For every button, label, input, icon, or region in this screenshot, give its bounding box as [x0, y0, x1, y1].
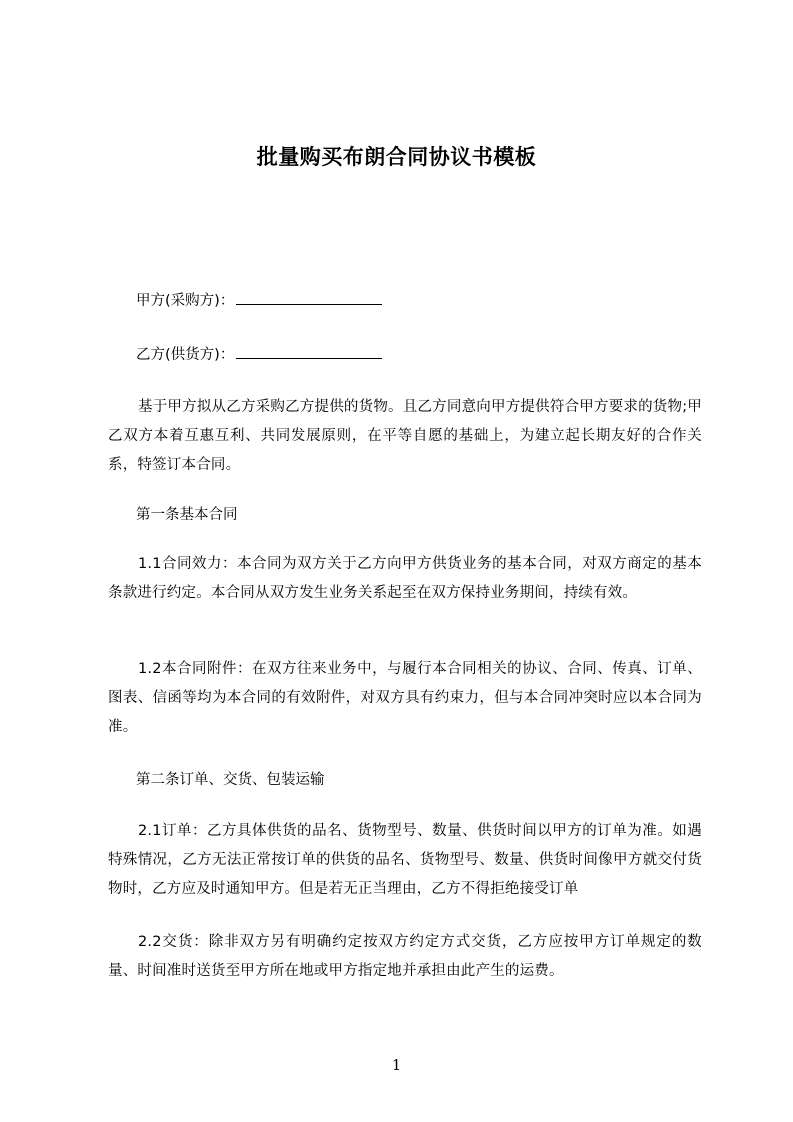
party-b-blank — [236, 344, 382, 359]
party-a-line — [136, 290, 382, 311]
clause-1-1: 1.1合同效力：本合同为双方关于乙方向甲方供货业务的基本合同，对双方商定的基本条款进行约定。本合同从双方发生业务关系起至在双方保持业务期间，持续有效。 — [108, 556, 702, 601]
intro-paragraph: 基于甲方拟从乙方采购乙方提供的货物。且乙方同意向甲方提供符合甲方要求的货物;甲乙双方本着互惠互利、共同发展原则，在平等自愿的基础上，为建立起长期友好的合作关系，特签订本合同。 — [108, 399, 702, 473]
party-b-line — [136, 344, 382, 365]
clause-2-1: 2.1订单：乙方具体供货的品名、货物型号、数量、供货时间以甲方的订单为准。如遇特殊情况，乙方无法正常按订单的供货的品名、货物型号、数量、供货时间像甲方就交付货物时，乙方应及时通知甲方。但是若无正当理由，乙方不得拒绝接受订单 — [108, 823, 702, 897]
page-number: 1 — [391, 1056, 402, 1074]
clause-2-2: 2.2交货：除非双方另有明确约定按双方约定方式交货，乙方应按甲方订单规定的数量、时间准时送货至甲方所在地或甲方指定地并承担由此产生的运费。 — [108, 934, 702, 979]
party-b-label: 乙方(供货方)： — [136, 347, 235, 363]
document-title: 批量购买布朗合同协议书模板 — [256, 145, 537, 169]
party-a-blank — [236, 290, 382, 305]
article-1-heading: 第一条基本合同 — [136, 507, 238, 523]
article-2-heading: 第二条订单、交货、包装运输 — [136, 772, 325, 788]
clause-1-2: 1.2本合同附件：在双方往来业务中，与履行本合同相关的协议、合同、传真、订单、图表、信函等均为本合同的有效附件，对双方具有约束力，但与本合同冲突时应以本合同为准。 — [108, 661, 702, 735]
party-a-label: 甲方(采购方)： — [136, 293, 235, 309]
